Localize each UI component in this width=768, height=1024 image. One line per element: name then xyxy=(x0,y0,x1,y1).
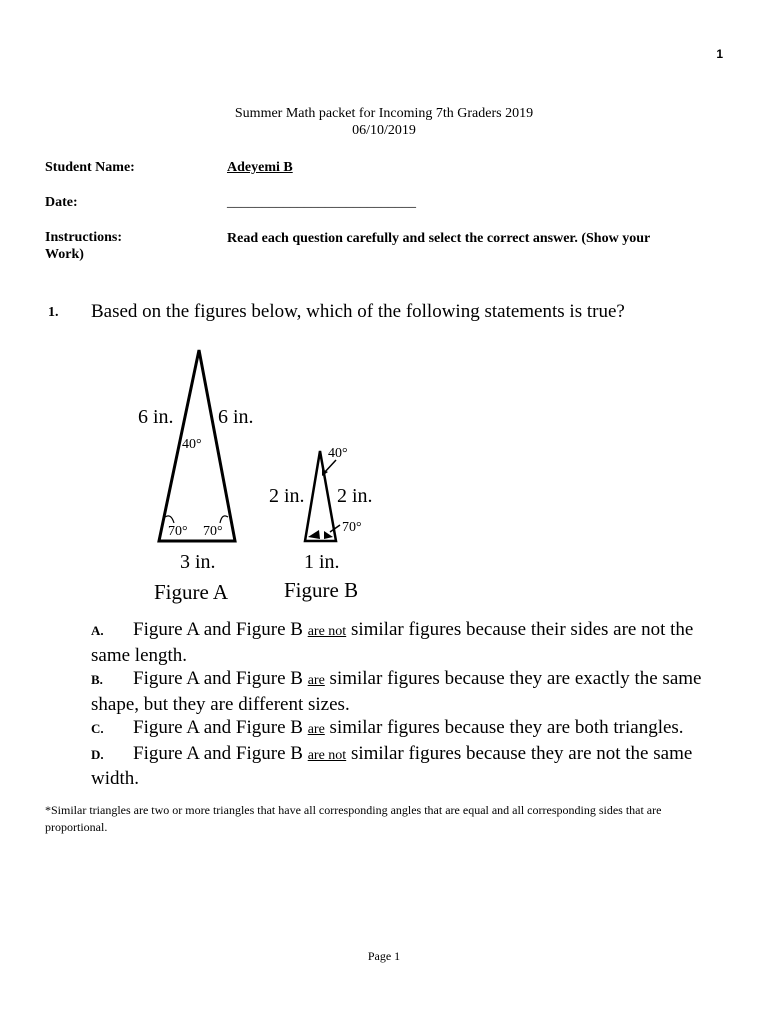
choice-text-start: Figure A and Figure B xyxy=(133,717,308,738)
answer-choices xyxy=(91,618,731,791)
choice-label: D. xyxy=(91,746,104,762)
footnote: *Similar triangles are two or more triangles that have all corresponding angles that are equal and all corresponding sides that are proportional. xyxy=(45,803,662,834)
choice-text-start: Figure A and Figure B xyxy=(133,619,308,640)
choice-label: B. xyxy=(91,672,103,687)
figure-b-caption: Figure B xyxy=(284,578,359,602)
choice-label: A. xyxy=(91,623,104,638)
document-header xyxy=(0,105,768,139)
figure-a xyxy=(138,350,254,604)
instructions-label: Instructions: xyxy=(45,230,123,245)
figure-b-base-angle: 70° xyxy=(342,520,362,535)
choice-keyword: are not xyxy=(307,624,347,639)
choice-text-end: similar figures because they are exactly the same shape, but they are different sizes. xyxy=(91,668,702,715)
figure-a-base-angle-left: 70° xyxy=(168,524,188,539)
figure-b-right-side: 2 in. xyxy=(337,485,373,507)
choice-text-start: Figure A and Figure B xyxy=(133,668,308,689)
page-footer: Page 1 xyxy=(367,949,401,963)
date-blank: ___________________________ xyxy=(227,195,416,210)
choice-keyword: are not xyxy=(307,747,347,763)
choice-text-end: similar figures because they are both triangles. xyxy=(324,717,684,738)
figure-b-left-side: 2 in. xyxy=(269,485,305,507)
choice-d[interactable] xyxy=(91,742,731,791)
angle-arcs-a xyxy=(165,516,228,523)
choice-label: C. xyxy=(91,721,104,736)
figure-b-top-angle: 40° xyxy=(328,446,348,461)
student-name-value: Adeyemi B xyxy=(227,160,293,175)
page-number: 1 xyxy=(716,47,723,61)
choice-a[interactable] xyxy=(91,618,731,667)
figure-a-top-angle: 40° xyxy=(182,437,202,452)
choice-keyword: are xyxy=(307,673,325,688)
figure-a-caption: Figure A xyxy=(154,580,229,604)
angle-mark-base-right xyxy=(324,531,333,539)
choice-text-start: Figure A and Figure B xyxy=(133,742,308,764)
date-label: Date: xyxy=(45,195,78,210)
angle-mark-base-left xyxy=(308,530,320,539)
question-number: 1. xyxy=(48,305,59,320)
choice-text-end: similar figures because their sides are not the same length. xyxy=(91,619,694,666)
instructions-text: Read each question carefully and select the correct answer. (Show your xyxy=(227,231,651,246)
figure-a-base-angle-right: 70° xyxy=(203,524,223,539)
document-title: Summer Math packet for Incoming 7th Graders 2019 xyxy=(234,106,534,121)
question-text: Based on the figures below, which of the following statements is true? xyxy=(91,301,625,322)
choice-b[interactable] xyxy=(91,667,731,716)
choice-keyword: are xyxy=(307,722,325,737)
choice-c[interactable] xyxy=(91,716,731,742)
student-name-label: Student Name: xyxy=(45,160,135,175)
choice-text-end: similar figures because they are not the same width. xyxy=(91,742,693,789)
figure-a-right-side: 6 in. xyxy=(218,406,254,428)
figure-b xyxy=(269,446,373,602)
document-date: 06/10/2019 xyxy=(352,123,416,138)
instructions-continuation: Work) xyxy=(45,247,84,262)
triangle-figures xyxy=(130,345,390,605)
figure-a-base: 3 in. xyxy=(180,551,216,573)
figure-a-left-side: 6 in. xyxy=(138,406,174,428)
figure-b-base: 1 in. xyxy=(304,551,340,573)
